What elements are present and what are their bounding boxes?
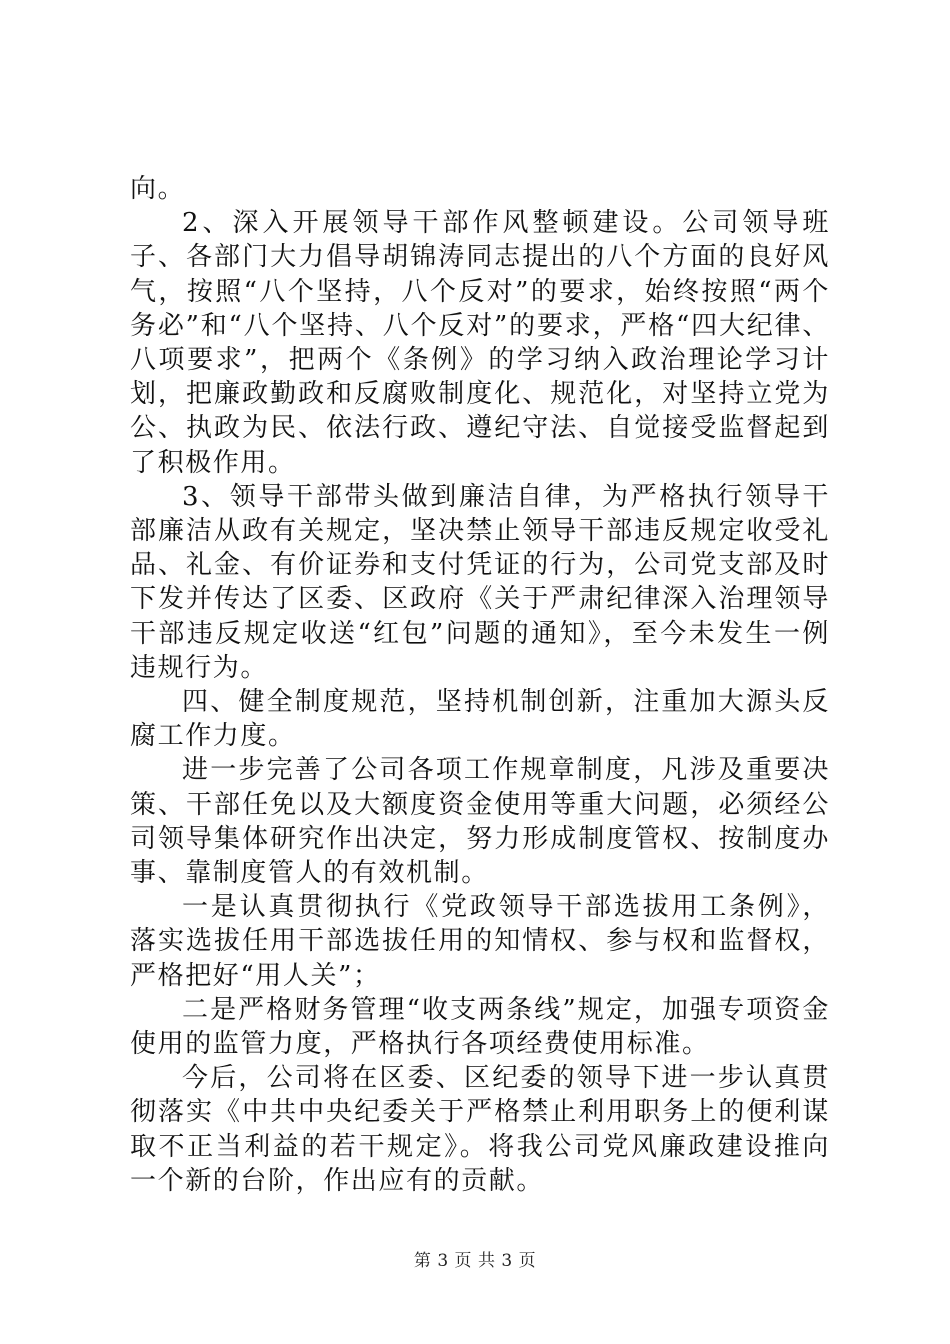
paragraph-item-2: 2、深入开展领导干部作风整顿建设。公司领导班子、各部门大力倡导胡锦涛同志提出的八个方面的良好风气，按照“八个坚持，八个反对”的要求，始终按照“两个务必”和“八个坚持、八个反对”的要求，严格“四大纪律、八项要求”，把两个《条例》的学习纳入政治理论学习计划，把廉政勤政和反腐败制度化、规范化，对坚持立党为公、执政为民、依法行政、遵纪守法、自觉接受监督起到了积极作用。 [130, 208, 830, 478]
section-heading-4: 四、健全制度规范，坚持机制创新，注重加大源头反腐工作力度。 [130, 687, 830, 752]
paragraph-continuation: 向。 [130, 174, 186, 204]
paragraph-conclusion: 今后，公司将在区委、区纪委的领导下进一步认真贯彻落实《中共中央纪委关于严格禁止利用职务上的便利谋取不正当利益的若干规定》。将我公司党风廉政建设推向一个新的台阶，作出应有的贡献。 [130, 1063, 830, 1196]
paragraph-point-2: 二是严格财务管理“收支两条线”规定，加强专项资金使用的监管力度，严格执行各项经费使用标准。 [130, 994, 830, 1060]
paragraph-point-1: 一是认真贯彻执行《党政领导干部选拔用工条例》，落实选拔任用干部选拔任用的知情权、参与权和监督权，严格把好“用人关”； [130, 892, 830, 991]
document-body [130, 172, 830, 1198]
paragraph-item-3: 3、领导干部带头做到廉洁自律，为严格执行领导干部廉洁从政有关规定，坚决禁止领导干部违反规定收受礼品、礼金、有价证券和支付凭证的行为，公司党支部及时下发并传达了区委、区政府《关于严肃纪律深入治理领导干部违反规定收送“红包”问题的通知》，至今未发生一例违规行为。 [130, 481, 830, 683]
paragraph-rules: 进一步完善了公司各项工作规章制度，凡涉及重要决策、干部任免以及大额度资金使用等重大问题，必须经公司领导集体研究作出决定，努力形成制度管权、按制度办事、靠制度管人的有效机制。 [130, 755, 830, 889]
page-footer: 第 3 页 共 3 页 [413, 1251, 537, 1271]
